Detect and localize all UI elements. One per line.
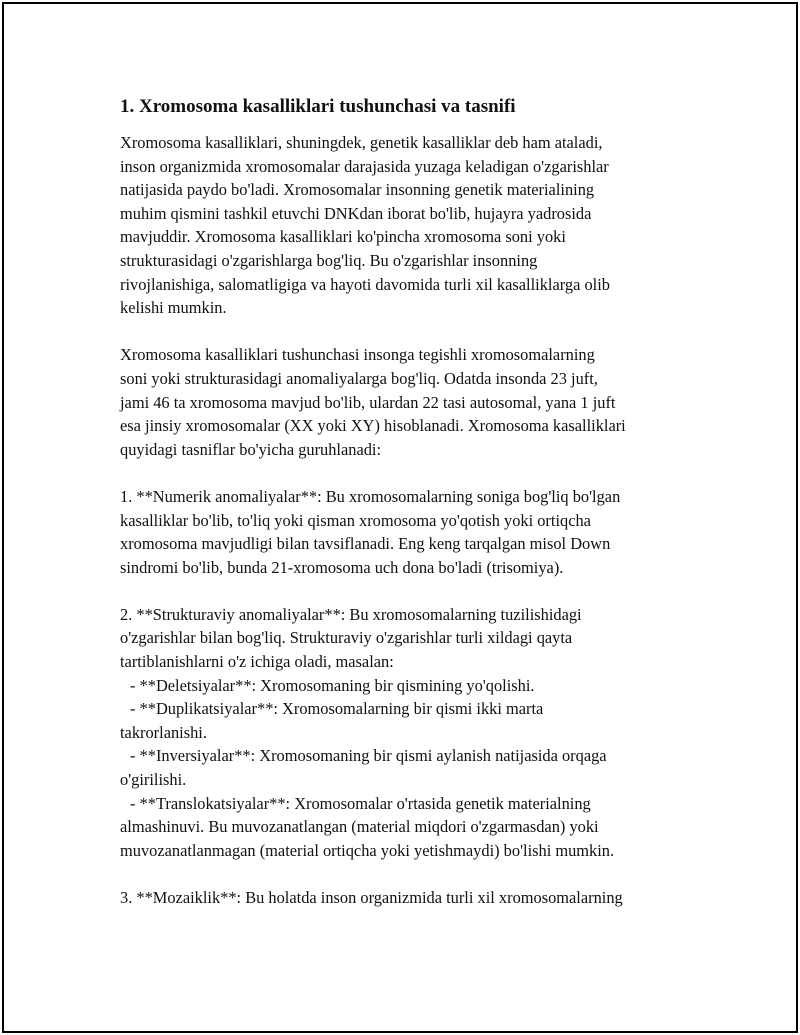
text-line: xromosoma mavjudligi bilan tavsiflanadi. Eng keng tarqalgan misol Down — [120, 534, 611, 554]
list-item-deletions: - **Deletsiyalar**: Xromosomaning bir qismining yo'qolishi. — [130, 675, 535, 695]
text-line: inson organizmida xromosomalar darajasida yuzaga keladigan o'zgarishlar — [120, 156, 609, 176]
list-item-inversions: - **Inversiyalar**: Xromosomaning bir qismi aylanish natijasida orqaga — [130, 746, 607, 766]
document-page — [2, 2, 798, 1033]
text-line: Xromosoma kasalliklari tushunchasi insonga tegishli xromosomalarning — [120, 345, 595, 365]
text-line: takrorlanishi. — [120, 722, 207, 742]
text-line: quyidagi tasniflar bo'yicha guruhlanadi: — [120, 439, 382, 459]
paragraph-intro — [120, 131, 710, 320]
list-item-duplications: - **Duplikatsiyalar**: Xromosomalarning bir qismi ikki marta — [130, 699, 544, 719]
text-line: kelishi mumkin. — [120, 298, 227, 318]
text-line: muhim qismini tashkil etuvchi DNKdan iborat bo'lib, hujayra yadrosida — [120, 203, 592, 223]
document-title: 1. Xromosoma kasalliklari tushunchasi va tasnifi — [120, 96, 516, 117]
paragraph-structural-anomalies — [120, 603, 710, 863]
text-line: o'girilishi. — [120, 770, 187, 790]
text-line: kasalliklar bo'lib, to'liq yoki qisman xromosoma yo'qotish yoki ortiqcha — [120, 510, 591, 530]
paragraph-mosaicism — [120, 886, 710, 910]
text-line: 1. **Numerik anomaliyalar**: Bu xromosomalarning soniga bog'liq bo'lgan — [120, 486, 621, 506]
text-line: mavjuddir. Xromosoma kasalliklari ko'pincha xromosoma soni yoki — [120, 227, 566, 247]
text-line: almashinuvi. Bu muvozanatlangan (material miqdori o'zgarmasdan) yoki — [120, 817, 599, 837]
text-line: 2. **Strukturaviy anomaliyalar**: Bu xromosomalarning tuzilishidagi — [120, 604, 582, 624]
text-line: soni yoki strukturasidagi anomaliyalarga bog'liq. Odatda insonda 23 juft, — [120, 368, 598, 388]
text-line: natijasida paydo bo'ladi. Xromosomalar insonning genetik materialining — [120, 180, 595, 200]
list-item-translocations: - **Translokatsiyalar**: Xromosomalar o'rtasida genetik materialning — [130, 793, 591, 813]
paragraph-numeric-anomalies — [120, 485, 710, 579]
text-line: Xromosoma kasalliklari, shuningdek, genetik kasalliklar deb ham ataladi, — [120, 133, 603, 152]
text-line: sindromi bo'lib, bunda 21-xromosoma uch dona bo'ladi (trisomiya). — [120, 557, 564, 577]
text-line: 3. **Mozaiklik**: Bu holatda inson organizmida turli xil xromosomalarning — [120, 888, 623, 907]
document-content — [120, 94, 710, 910]
text-line: strukturasidagi o'zgarishlarga bog'liq. Bu o'zgarishlar insonning — [120, 250, 538, 270]
paragraph-concept — [120, 343, 710, 461]
text-line: jami 46 ta xromosoma mavjud bo'lib, ulardan 22 tasi autosomal, yana 1 juft — [120, 392, 616, 412]
text-line: rivojlanishiga, salomatligiga va hayoti davomida turli xil kasalliklarga olib — [120, 274, 610, 294]
text-line: o'zgarishlar bilan bog'liq. Strukturaviy o'zgarishlar turli xildagi qayta — [120, 628, 573, 648]
text-line: tartiblanishlarni o'z ichiga oladi, masalan: — [120, 652, 394, 672]
text-line: esa jinsiy xromosomalar (XX yoki XY) hisoblanadi. Xromosoma kasalliklari — [120, 416, 626, 436]
text-line: muvozanatlanmagan (material ortiqcha yoki yetishmaydi) bo'lishi mumkin. — [120, 840, 615, 860]
